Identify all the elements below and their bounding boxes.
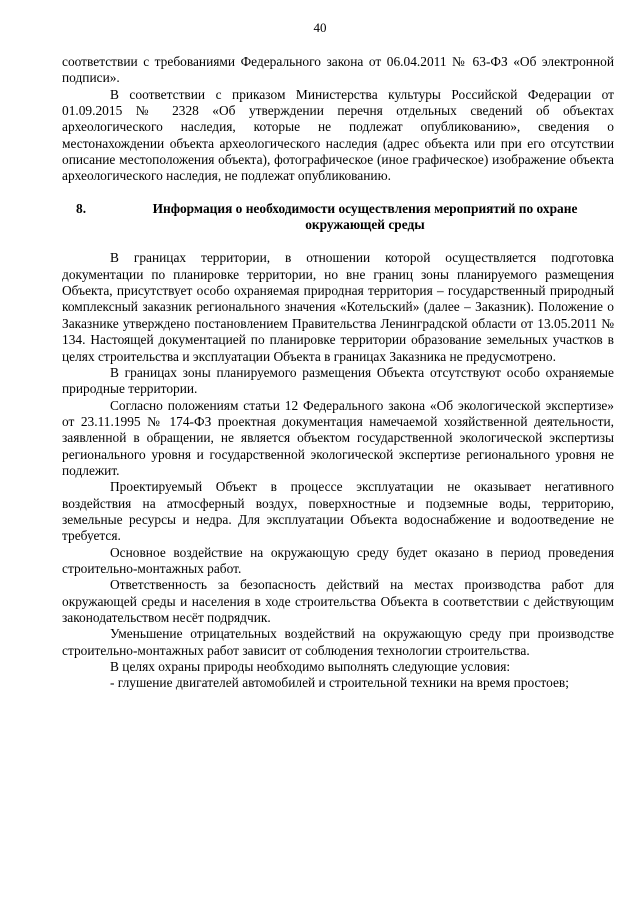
paragraph: Проектируемый Объект в процессе эксплуатации не оказывает негативного воздействия на атмосферный воздух, поверхностные и подземные воды, территорию, земельные ресурсы и недра. Для эксплуатации Объекта водоснабжение и водоотведение не требуется. — [62, 479, 614, 544]
page-number: 40 — [313, 20, 327, 35]
paragraph: В целях охраны природы необходимо выполнять следующие условия: — [110, 659, 511, 675]
paragraph: В соответствии с приказом Министерства культуры Российской Федерации от 01.09.2015 № 2328 «Об утверждении перечня отдельных сведений об объектах археологического наследия, которые не подлежат опубликованию», сведения о местонахождении объекта археологического наследия (адрес объекта или при его отсутствии описание местоположения объекта), фотографическое (иное графическое) изображение объекта археологического наследия, не подлежат опубликованию. — [62, 86, 614, 184]
section-title: Информация о необходимости осуществления мероприятий по охране окружающей среды — [152, 200, 578, 233]
page-body — [62, 54, 614, 692]
paragraph: Уменьшение отрицательных воздействий на окружающую среду при производстве строительно-монтажных работ зависит от соблюдения технологии строительства. — [62, 626, 614, 658]
paragraph: Согласно положениям статьи 12 Федерального закона «Об экологической экспертизе» от 23.11.1995 № 174-ФЗ проектная документация намечаемой хозяйственной деятельности, заявленной в обращении, не является объектом государственной экологической экспертизы регионального уровня и государственной экологической экспертизе регионального уровня не подлежит. — [62, 397, 614, 478]
paragraph: Ответственность за безопасность действий на местах производства работ для окружающей среды и населения в ходе строительства Объекта в соответствии с действующим законодательством несёт подрядчик. — [62, 577, 614, 625]
section-heading — [62, 201, 614, 234]
paragraph: В границах зоны планируемого размещения Объекта отсутствуют особо охраняемые природные территории. — [62, 364, 614, 397]
paragraph: В границах территории, в отношении которой осуществляется подготовка документации по планировке территории, но вне границ зоны планируемого размещения Объекта, присутствует особо охраняемая природная территория – государственный природный комплексный заказник регионального значения «Котельский» (далее – Заказник). Положение о Заказнике утверждено постановлением Правительства Ленинградской области от 13.05.2011 № 134. Настоящей документацией по планировке территории образование земельных участков в целях строительства и эксплуатации Объекта в границах Заказника не предусмотрено. — [62, 250, 614, 364]
section-number: 8. — [76, 200, 87, 216]
paragraph: соответствии с требованиями Федерального закона от 06.04.2011 № 63-ФЗ «Об электронной подписи». — [62, 54, 614, 86]
list-item: - глушение двигателей автомобилей и строительной техники на время простоев; — [110, 675, 569, 691]
paragraph: Основное воздействие на окружающую среду будет оказано в период проведения строительно-монтажных работ. — [62, 544, 614, 576]
